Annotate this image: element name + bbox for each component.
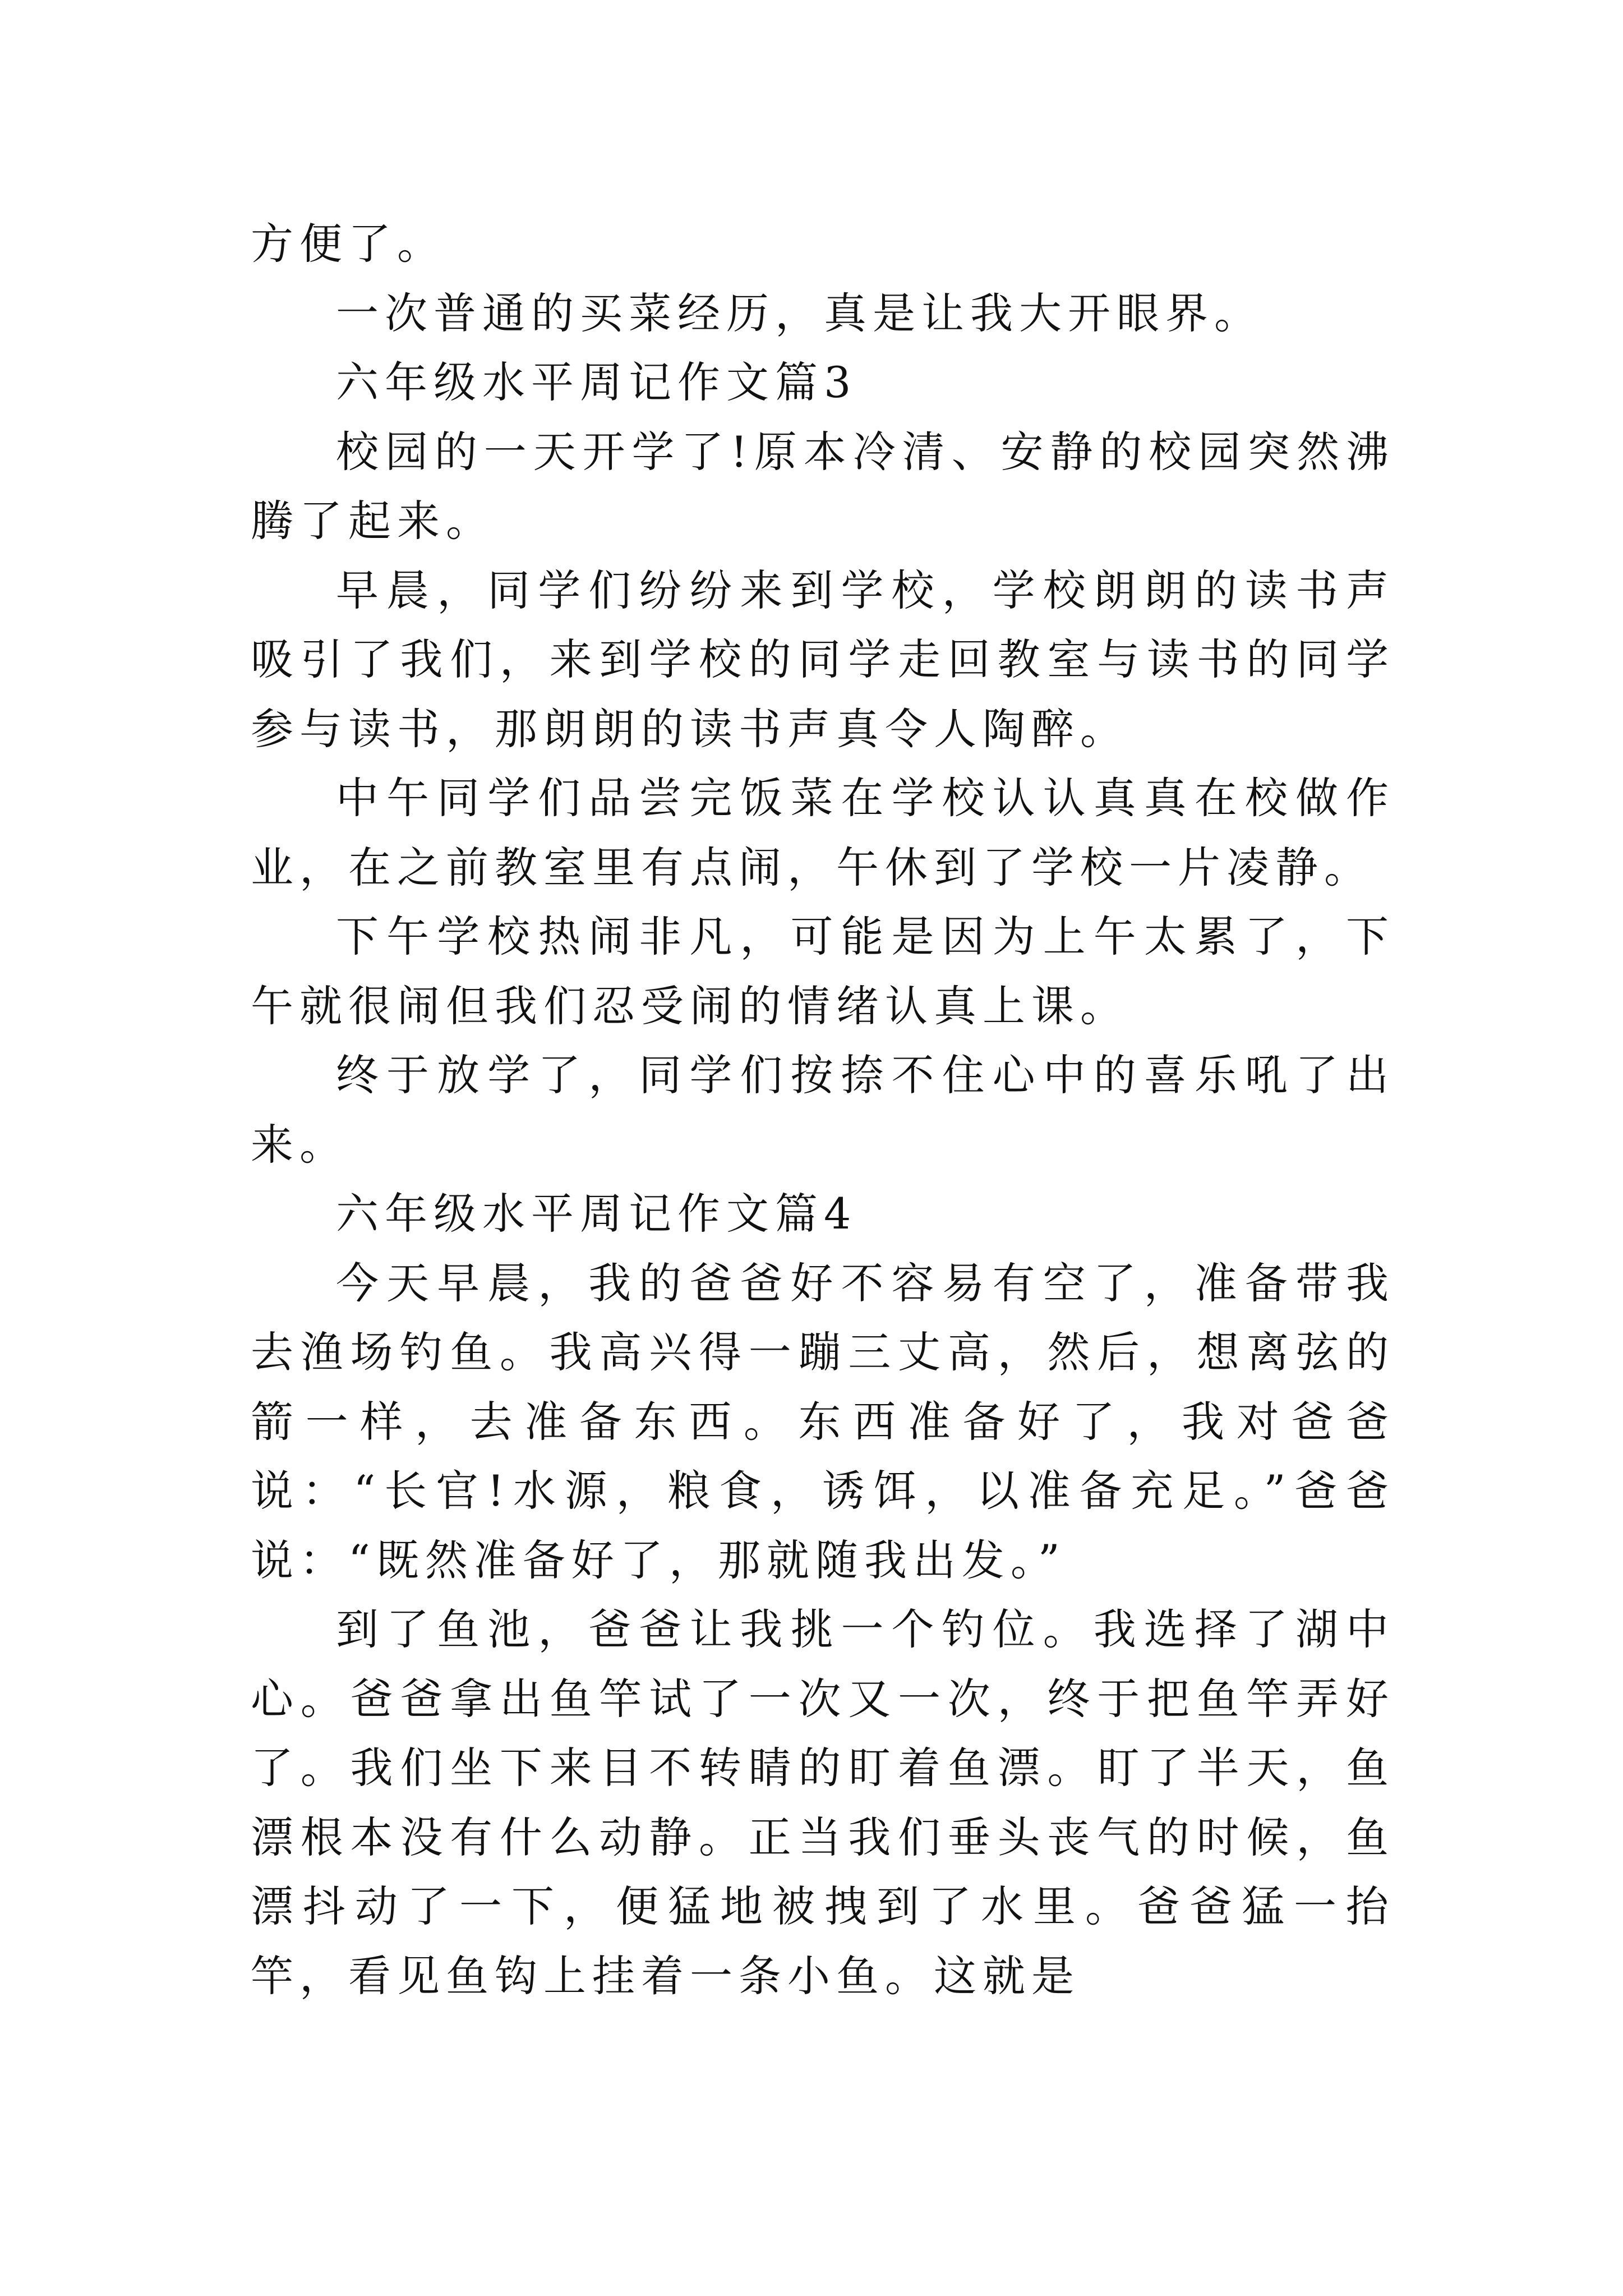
section-heading: 六年级水平周记作文篇3: [336, 357, 857, 407]
section-heading: 六年级水平周记作文篇4: [336, 1189, 857, 1239]
paragraph: 早晨，同学们纷纷来到学校，学校朗朗的读书声吸引了我们，来到学校的同学走回教室与读书的同学参与读书，那朗朗的读书声真令人陶醉。: [251, 565, 1395, 754]
paragraph: 一次普通的买菜经历，真是让我大开眼界。: [336, 288, 1263, 338]
paragraph: 校园的一天开学了!原本冷清、安静的校园突然沸腾了起来。: [251, 426, 1395, 546]
paragraph-continuation: 方便了。: [251, 219, 446, 269]
paragraph: 今天早晨，我的爸爸好不容易有空了，准备带我去渔场钓鱼。我高兴得一蹦三丈高，然后，想离弦的箭一样，去准备东西。东西准备好了，我对爸爸说：“长官!水源，粮食，诱饵，以准备充足。”爸爸说：“既然准备好了，那就随我出发。”: [251, 1258, 1395, 1585]
paragraph: 终于放学了，同学们按捺不住心中的喜乐吼了出来。: [251, 1050, 1395, 1170]
paragraph: 下午学校热闹非凡，可能是因为上午太累了，下午就很闹但我们忍受闹的情绪认真上课。: [251, 912, 1395, 1031]
paragraph: 到了鱼池，爸爸让我挑一个钓位。我选择了湖中心。爸爸拿出鱼竿试了一次又一次，终于把鱼竿弄好了。我们坐下来目不转睛的盯着鱼漂。盯了半天，鱼漂根本没有什么动静。正当我们垂头丧气的时候，鱼漂抖动了一下，便猛地被拽到了水里。爸爸猛一抬竿，看见鱼钩上挂着一条小鱼。这就是: [251, 1604, 1395, 2001]
paragraph: 中午同学们品尝完饭菜在学校认认真真在校做作业，在之前教室里有点闹，午休到了学校一片凌静。: [251, 773, 1395, 892]
document-body: [251, 209, 1395, 2010]
